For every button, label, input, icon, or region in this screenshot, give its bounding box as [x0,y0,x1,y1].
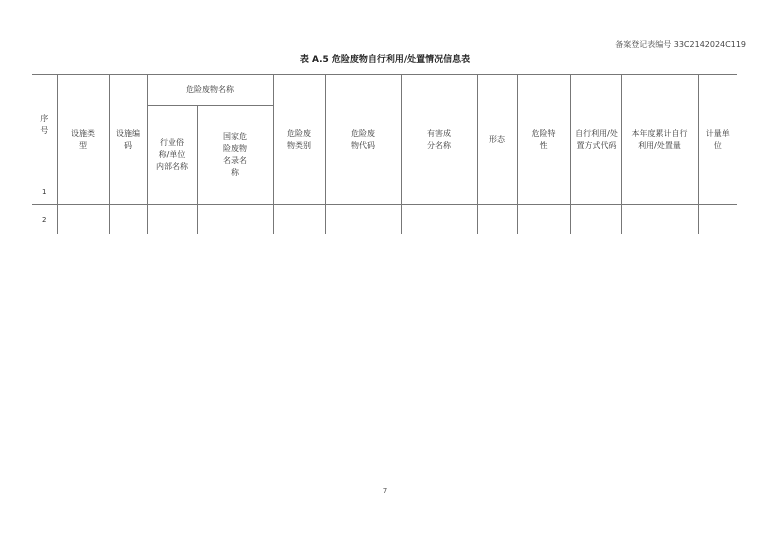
header-method-code: 自行利用/处置方式代码 [570,75,621,205]
row-2-seq: 2 [32,205,57,235]
header-annual-amount: 本年度累计自行利用/处置量 [621,75,698,205]
table-cell [273,205,325,235]
header-waste-category: 危险废物类别 [273,75,325,205]
header-facility-code: 设施编码 [109,75,147,205]
table-row [32,205,737,235]
hazardous-waste-table [32,74,737,234]
table-cell [570,205,621,235]
header-facility-type: 设施类型 [57,75,109,205]
header-hazardous-component: 有害成分名称 [401,75,477,205]
header-national-name: 国家危险废物名录名称 [197,106,273,205]
table-cell [57,205,109,235]
header-industry-name: 行业俗称/单位内部名称 [147,106,197,205]
table-cell [621,205,698,235]
header-hazard-property: 危险特性 [517,75,570,205]
header-seq: 序号 1 [32,75,57,205]
header-form: 形态 [477,75,517,205]
table-cell [401,205,477,235]
table-cell [477,205,517,235]
table-cell [197,205,273,235]
table-cell [698,205,737,235]
header-waste-code: 危险废物代码 [325,75,401,205]
header-waste-name-group: 危险废物名称 [147,75,273,106]
registration-number: 备案登记表编号 33C2142024C119 [615,40,746,49]
table-cell [147,205,197,235]
header-row-group [32,75,737,106]
table-title: 表 A.5 危险废物自行利用/处置情况信息表 [299,55,471,65]
table-cell [325,205,401,235]
table-cell [517,205,570,235]
row-1-seq: 1 [42,188,47,196]
header-unit: 计量单位 [698,75,737,205]
page-number: 7 [382,487,388,495]
table-cell [109,205,147,235]
